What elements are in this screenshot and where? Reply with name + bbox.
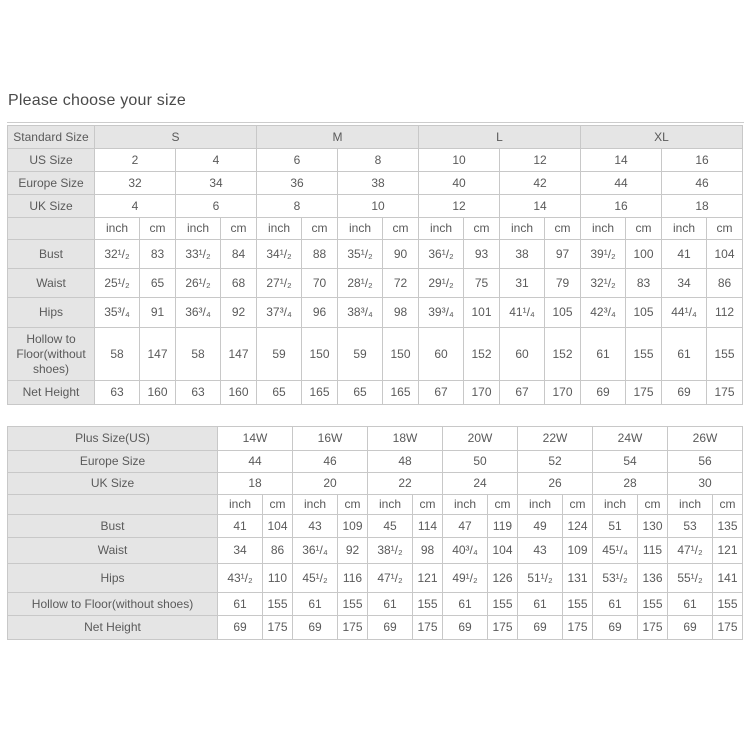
value-cell: 26W (668, 427, 743, 451)
value-cell: 90 (383, 240, 419, 269)
value-cell: 59 (338, 328, 383, 381)
row-label-cell: Europe Size (8, 172, 95, 195)
value-cell: 10 (338, 195, 419, 218)
row-europe-size (8, 451, 743, 473)
value-cell: 69 (368, 616, 413, 640)
value-cell: 83 (626, 269, 662, 298)
value-cell: 121 (413, 564, 443, 593)
value-cell: 30 (668, 473, 743, 495)
value-cell: cm (221, 218, 257, 240)
value-cell: 130 (638, 515, 668, 538)
value-cell: 50 (443, 451, 518, 473)
value-cell: inch (518, 495, 563, 515)
value-cell: 63 (95, 381, 140, 405)
value-cell: inch (338, 218, 383, 240)
value-cell: 38 (500, 240, 545, 269)
value-cell: 28 (593, 473, 668, 495)
value-cell: 32¹/₂ (581, 269, 626, 298)
value-cell: inch (95, 218, 140, 240)
value-cell: 155 (707, 328, 743, 381)
value-cell: 39¹/₂ (581, 240, 626, 269)
value-cell: 175 (263, 616, 293, 640)
value-cell: 135 (713, 515, 743, 538)
value-cell: 109 (563, 538, 593, 564)
value-cell: 86 (263, 538, 293, 564)
value-cell: inch (257, 218, 302, 240)
value-cell: 61 (293, 593, 338, 616)
value-cell: 29¹/₂ (419, 269, 464, 298)
value-cell: 165 (383, 381, 419, 405)
value-cell: 8 (338, 149, 419, 172)
value-cell: 34¹/₂ (257, 240, 302, 269)
row-label-cell: Standard Size (8, 126, 95, 149)
value-cell: 175 (488, 616, 518, 640)
value-cell: 93 (464, 240, 500, 269)
value-cell: 14W (218, 427, 293, 451)
value-cell: inch (293, 495, 338, 515)
value-cell: 86 (707, 269, 743, 298)
value-cell: 110 (263, 564, 293, 593)
value-cell: 115 (638, 538, 668, 564)
row-label-cell (8, 218, 95, 240)
value-cell: 109 (338, 515, 368, 538)
value-cell: 175 (563, 616, 593, 640)
value-cell: 32 (95, 172, 176, 195)
value-cell: 36¹/₂ (419, 240, 464, 269)
value-cell: 69 (518, 616, 563, 640)
value-cell: 155 (338, 593, 368, 616)
value-cell: inch (218, 495, 263, 515)
row-label-cell: Net Height (8, 616, 218, 640)
value-cell: 152 (545, 328, 581, 381)
value-cell: 61 (581, 328, 626, 381)
value-cell: inch (581, 218, 626, 240)
value-cell: 43 (293, 515, 338, 538)
value-cell: 45¹/₄ (593, 538, 638, 564)
value-cell: 28¹/₂ (338, 269, 383, 298)
row-waist (8, 538, 743, 564)
row-hips (8, 564, 743, 593)
row-uk-size (8, 473, 743, 495)
value-cell: 101 (464, 298, 500, 328)
value-cell: 6 (176, 195, 257, 218)
value-cell: 155 (263, 593, 293, 616)
value-cell: 56 (668, 451, 743, 473)
row-europe-size (8, 172, 743, 195)
row-label-cell: UK Size (8, 195, 95, 218)
value-cell: inch (593, 495, 638, 515)
value-cell: 170 (545, 381, 581, 405)
value-cell: 124 (563, 515, 593, 538)
value-cell: cm (488, 495, 518, 515)
value-cell: 38¹/₂ (368, 538, 413, 564)
value-cell: inch (668, 495, 713, 515)
value-cell: 4 (95, 195, 176, 218)
value-cell: 175 (338, 616, 368, 640)
value-cell: 60 (419, 328, 464, 381)
value-cell: 41 (218, 515, 263, 538)
value-cell: S (95, 126, 257, 149)
row-bust (8, 515, 743, 538)
value-cell: 14 (500, 195, 581, 218)
value-cell: 67 (419, 381, 464, 405)
value-cell: L (419, 126, 581, 149)
value-cell: 98 (383, 298, 419, 328)
value-cell: 18 (662, 195, 743, 218)
value-cell: 16 (662, 149, 743, 172)
value-cell: 59 (257, 328, 302, 381)
value-cell: 155 (713, 593, 743, 616)
value-cell: 61 (662, 328, 707, 381)
value-cell: cm (338, 495, 368, 515)
value-cell: 170 (464, 381, 500, 405)
value-cell: 160 (140, 381, 176, 405)
row-plus-size-us (8, 427, 743, 451)
value-cell: 97 (545, 240, 581, 269)
value-cell: 68 (221, 269, 257, 298)
value-cell: 18W (368, 427, 443, 451)
value-cell: 152 (464, 328, 500, 381)
value-cell: 119 (488, 515, 518, 538)
value-cell: 51 (593, 515, 638, 538)
value-cell: 175 (626, 381, 662, 405)
value-cell: cm (263, 495, 293, 515)
value-cell: 49 (518, 515, 563, 538)
value-cell: cm (545, 218, 581, 240)
value-cell: 155 (413, 593, 443, 616)
value-cell: 47 (443, 515, 488, 538)
value-cell: 20W (443, 427, 518, 451)
value-cell: 47¹/₂ (368, 564, 413, 593)
value-cell: 104 (707, 240, 743, 269)
value-cell: 69 (218, 616, 263, 640)
value-cell: 69 (581, 381, 626, 405)
value-cell: 92 (221, 298, 257, 328)
value-cell: 131 (563, 564, 593, 593)
value-cell: cm (413, 495, 443, 515)
value-cell: cm (563, 495, 593, 515)
value-cell: 8 (257, 195, 338, 218)
value-cell: 12 (419, 195, 500, 218)
row-label-cell (8, 495, 218, 515)
divider-line (7, 122, 744, 123)
value-cell: 49¹/₂ (443, 564, 488, 593)
value-cell: 67 (500, 381, 545, 405)
value-cell: 160 (221, 381, 257, 405)
value-cell: 32¹/₂ (95, 240, 140, 269)
row-units (8, 495, 743, 515)
value-cell: 175 (707, 381, 743, 405)
value-cell: 58 (95, 328, 140, 381)
value-cell: 147 (221, 328, 257, 381)
value-cell: 45 (368, 515, 413, 538)
value-cell: 18 (218, 473, 293, 495)
value-cell: 175 (713, 616, 743, 640)
value-cell: 22 (368, 473, 443, 495)
value-cell: 20 (293, 473, 368, 495)
value-cell: 104 (263, 515, 293, 538)
value-cell: 175 (638, 616, 668, 640)
value-cell: 104 (488, 538, 518, 564)
value-cell: inch (500, 218, 545, 240)
value-cell: 136 (638, 564, 668, 593)
value-cell: 24 (443, 473, 518, 495)
value-cell: 83 (140, 240, 176, 269)
value-cell: 150 (383, 328, 419, 381)
value-cell: 27¹/₂ (257, 269, 302, 298)
row-label-cell: Hips (8, 564, 218, 593)
value-cell: cm (302, 218, 338, 240)
value-cell: 26¹/₂ (176, 269, 221, 298)
row-us-size (8, 149, 743, 172)
value-cell: 155 (638, 593, 668, 616)
value-cell: 33¹/₂ (176, 240, 221, 269)
value-cell: 12 (500, 149, 581, 172)
value-cell: cm (626, 218, 662, 240)
row-bust (8, 240, 743, 269)
value-cell: 39³/₄ (419, 298, 464, 328)
value-cell: 69 (293, 616, 338, 640)
value-cell: inch (419, 218, 464, 240)
row-standard-size (8, 126, 743, 149)
row-net-height (8, 381, 743, 405)
row-label-cell: Bust (8, 515, 218, 538)
value-cell: 44 (581, 172, 662, 195)
row-hollow-to-floor (8, 593, 743, 616)
value-cell: 61 (443, 593, 488, 616)
value-cell: inch (368, 495, 413, 515)
value-cell: 114 (413, 515, 443, 538)
value-cell: 34 (218, 538, 263, 564)
row-net-height (8, 616, 743, 640)
value-cell: 25¹/₂ (95, 269, 140, 298)
row-label-cell: Plus Size(US) (8, 427, 218, 451)
value-cell: M (257, 126, 419, 149)
value-cell: 6 (257, 149, 338, 172)
value-cell: 36¹/₄ (293, 538, 338, 564)
value-cell: 65 (140, 269, 176, 298)
value-cell: 79 (545, 269, 581, 298)
value-cell: 34 (662, 269, 707, 298)
value-cell: 55¹/₂ (668, 564, 713, 593)
row-label-cell: Europe Size (8, 451, 218, 473)
value-cell: 4 (176, 149, 257, 172)
row-units (8, 218, 743, 240)
value-cell: 69 (668, 616, 713, 640)
value-cell: 112 (707, 298, 743, 328)
row-hollow-to-floor (8, 328, 743, 381)
value-cell: 35³/₄ (95, 298, 140, 328)
value-cell: 31 (500, 269, 545, 298)
value-cell: 26 (518, 473, 593, 495)
value-cell: 88 (302, 240, 338, 269)
row-label-cell: US Size (8, 149, 95, 172)
value-cell: 35¹/₂ (338, 240, 383, 269)
value-cell: cm (140, 218, 176, 240)
value-cell: 58 (176, 328, 221, 381)
value-cell: 121 (713, 538, 743, 564)
value-cell: 44 (218, 451, 293, 473)
value-cell: 155 (563, 593, 593, 616)
value-cell: 48 (368, 451, 443, 473)
standard-size-table (7, 125, 743, 405)
row-label-cell: Hips (8, 298, 95, 328)
value-cell: 116 (338, 564, 368, 593)
value-cell: 37³/₄ (257, 298, 302, 328)
value-cell: 24W (593, 427, 668, 451)
row-label-cell: UK Size (8, 473, 218, 495)
value-cell: 165 (302, 381, 338, 405)
value-cell: 84 (221, 240, 257, 269)
value-cell: inch (443, 495, 488, 515)
value-cell: 38 (338, 172, 419, 195)
value-cell: cm (383, 218, 419, 240)
value-cell: 69 (593, 616, 638, 640)
value-cell: 69 (662, 381, 707, 405)
value-cell: 42 (500, 172, 581, 195)
row-hips (8, 298, 743, 328)
value-cell: 72 (383, 269, 419, 298)
row-label-cell: Hollow to Floor(without shoes) (8, 593, 218, 616)
row-uk-size (8, 195, 743, 218)
value-cell: 46 (293, 451, 368, 473)
value-cell: 155 (488, 593, 518, 616)
value-cell: cm (464, 218, 500, 240)
value-cell: cm (638, 495, 668, 515)
row-label-cell: Bust (8, 240, 95, 269)
value-cell: 61 (668, 593, 713, 616)
value-cell: 65 (338, 381, 383, 405)
value-cell: inch (176, 218, 221, 240)
value-cell: 41¹/₄ (500, 298, 545, 328)
value-cell: 53¹/₂ (593, 564, 638, 593)
value-cell: 47¹/₂ (668, 538, 713, 564)
value-cell: cm (707, 218, 743, 240)
value-cell: 61 (368, 593, 413, 616)
value-cell: 16W (293, 427, 368, 451)
value-cell: 43 (518, 538, 563, 564)
value-cell: 40³/₄ (443, 538, 488, 564)
value-cell: 147 (140, 328, 176, 381)
value-cell: 150 (302, 328, 338, 381)
value-cell: 70 (302, 269, 338, 298)
value-cell: 155 (626, 328, 662, 381)
value-cell: 100 (626, 240, 662, 269)
row-label-cell: Waist (8, 269, 95, 298)
plus-size-table (7, 426, 743, 640)
value-cell: 34 (176, 172, 257, 195)
value-cell: 65 (257, 381, 302, 405)
value-cell: 92 (338, 538, 368, 564)
value-cell: 69 (443, 616, 488, 640)
row-waist (8, 269, 743, 298)
page-title: Please choose your size (8, 92, 187, 109)
value-cell: 126 (488, 564, 518, 593)
value-cell: 43¹/₂ (218, 564, 263, 593)
value-cell: 52 (518, 451, 593, 473)
value-cell: 63 (176, 381, 221, 405)
value-cell: 53 (668, 515, 713, 538)
value-cell: 96 (302, 298, 338, 328)
value-cell: 141 (713, 564, 743, 593)
value-cell: 60 (500, 328, 545, 381)
value-cell: 2 (95, 149, 176, 172)
value-cell: 91 (140, 298, 176, 328)
value-cell: inch (662, 218, 707, 240)
value-cell: 105 (545, 298, 581, 328)
value-cell: 45¹/₂ (293, 564, 338, 593)
value-cell: 41 (662, 240, 707, 269)
value-cell: 98 (413, 538, 443, 564)
value-cell: 51¹/₂ (518, 564, 563, 593)
row-label-cell: Waist (8, 538, 218, 564)
value-cell: 22W (518, 427, 593, 451)
value-cell: 40 (419, 172, 500, 195)
value-cell: 38³/₄ (338, 298, 383, 328)
value-cell: XL (581, 126, 743, 149)
value-cell: 61 (518, 593, 563, 616)
value-cell: 61 (218, 593, 263, 616)
value-cell: 36 (257, 172, 338, 195)
value-cell: 42³/₄ (581, 298, 626, 328)
value-cell: 36³/₄ (176, 298, 221, 328)
value-cell: 105 (626, 298, 662, 328)
value-cell: 14 (581, 149, 662, 172)
value-cell: 16 (581, 195, 662, 218)
value-cell: 54 (593, 451, 668, 473)
row-label-cell: Hollow to Floor(without shoes) (8, 328, 95, 381)
value-cell: 175 (413, 616, 443, 640)
value-cell: 61 (593, 593, 638, 616)
value-cell: cm (713, 495, 743, 515)
value-cell: 44¹/₄ (662, 298, 707, 328)
value-cell: 10 (419, 149, 500, 172)
row-label-cell: Net Height (8, 381, 95, 405)
value-cell: 46 (662, 172, 743, 195)
value-cell: 75 (464, 269, 500, 298)
